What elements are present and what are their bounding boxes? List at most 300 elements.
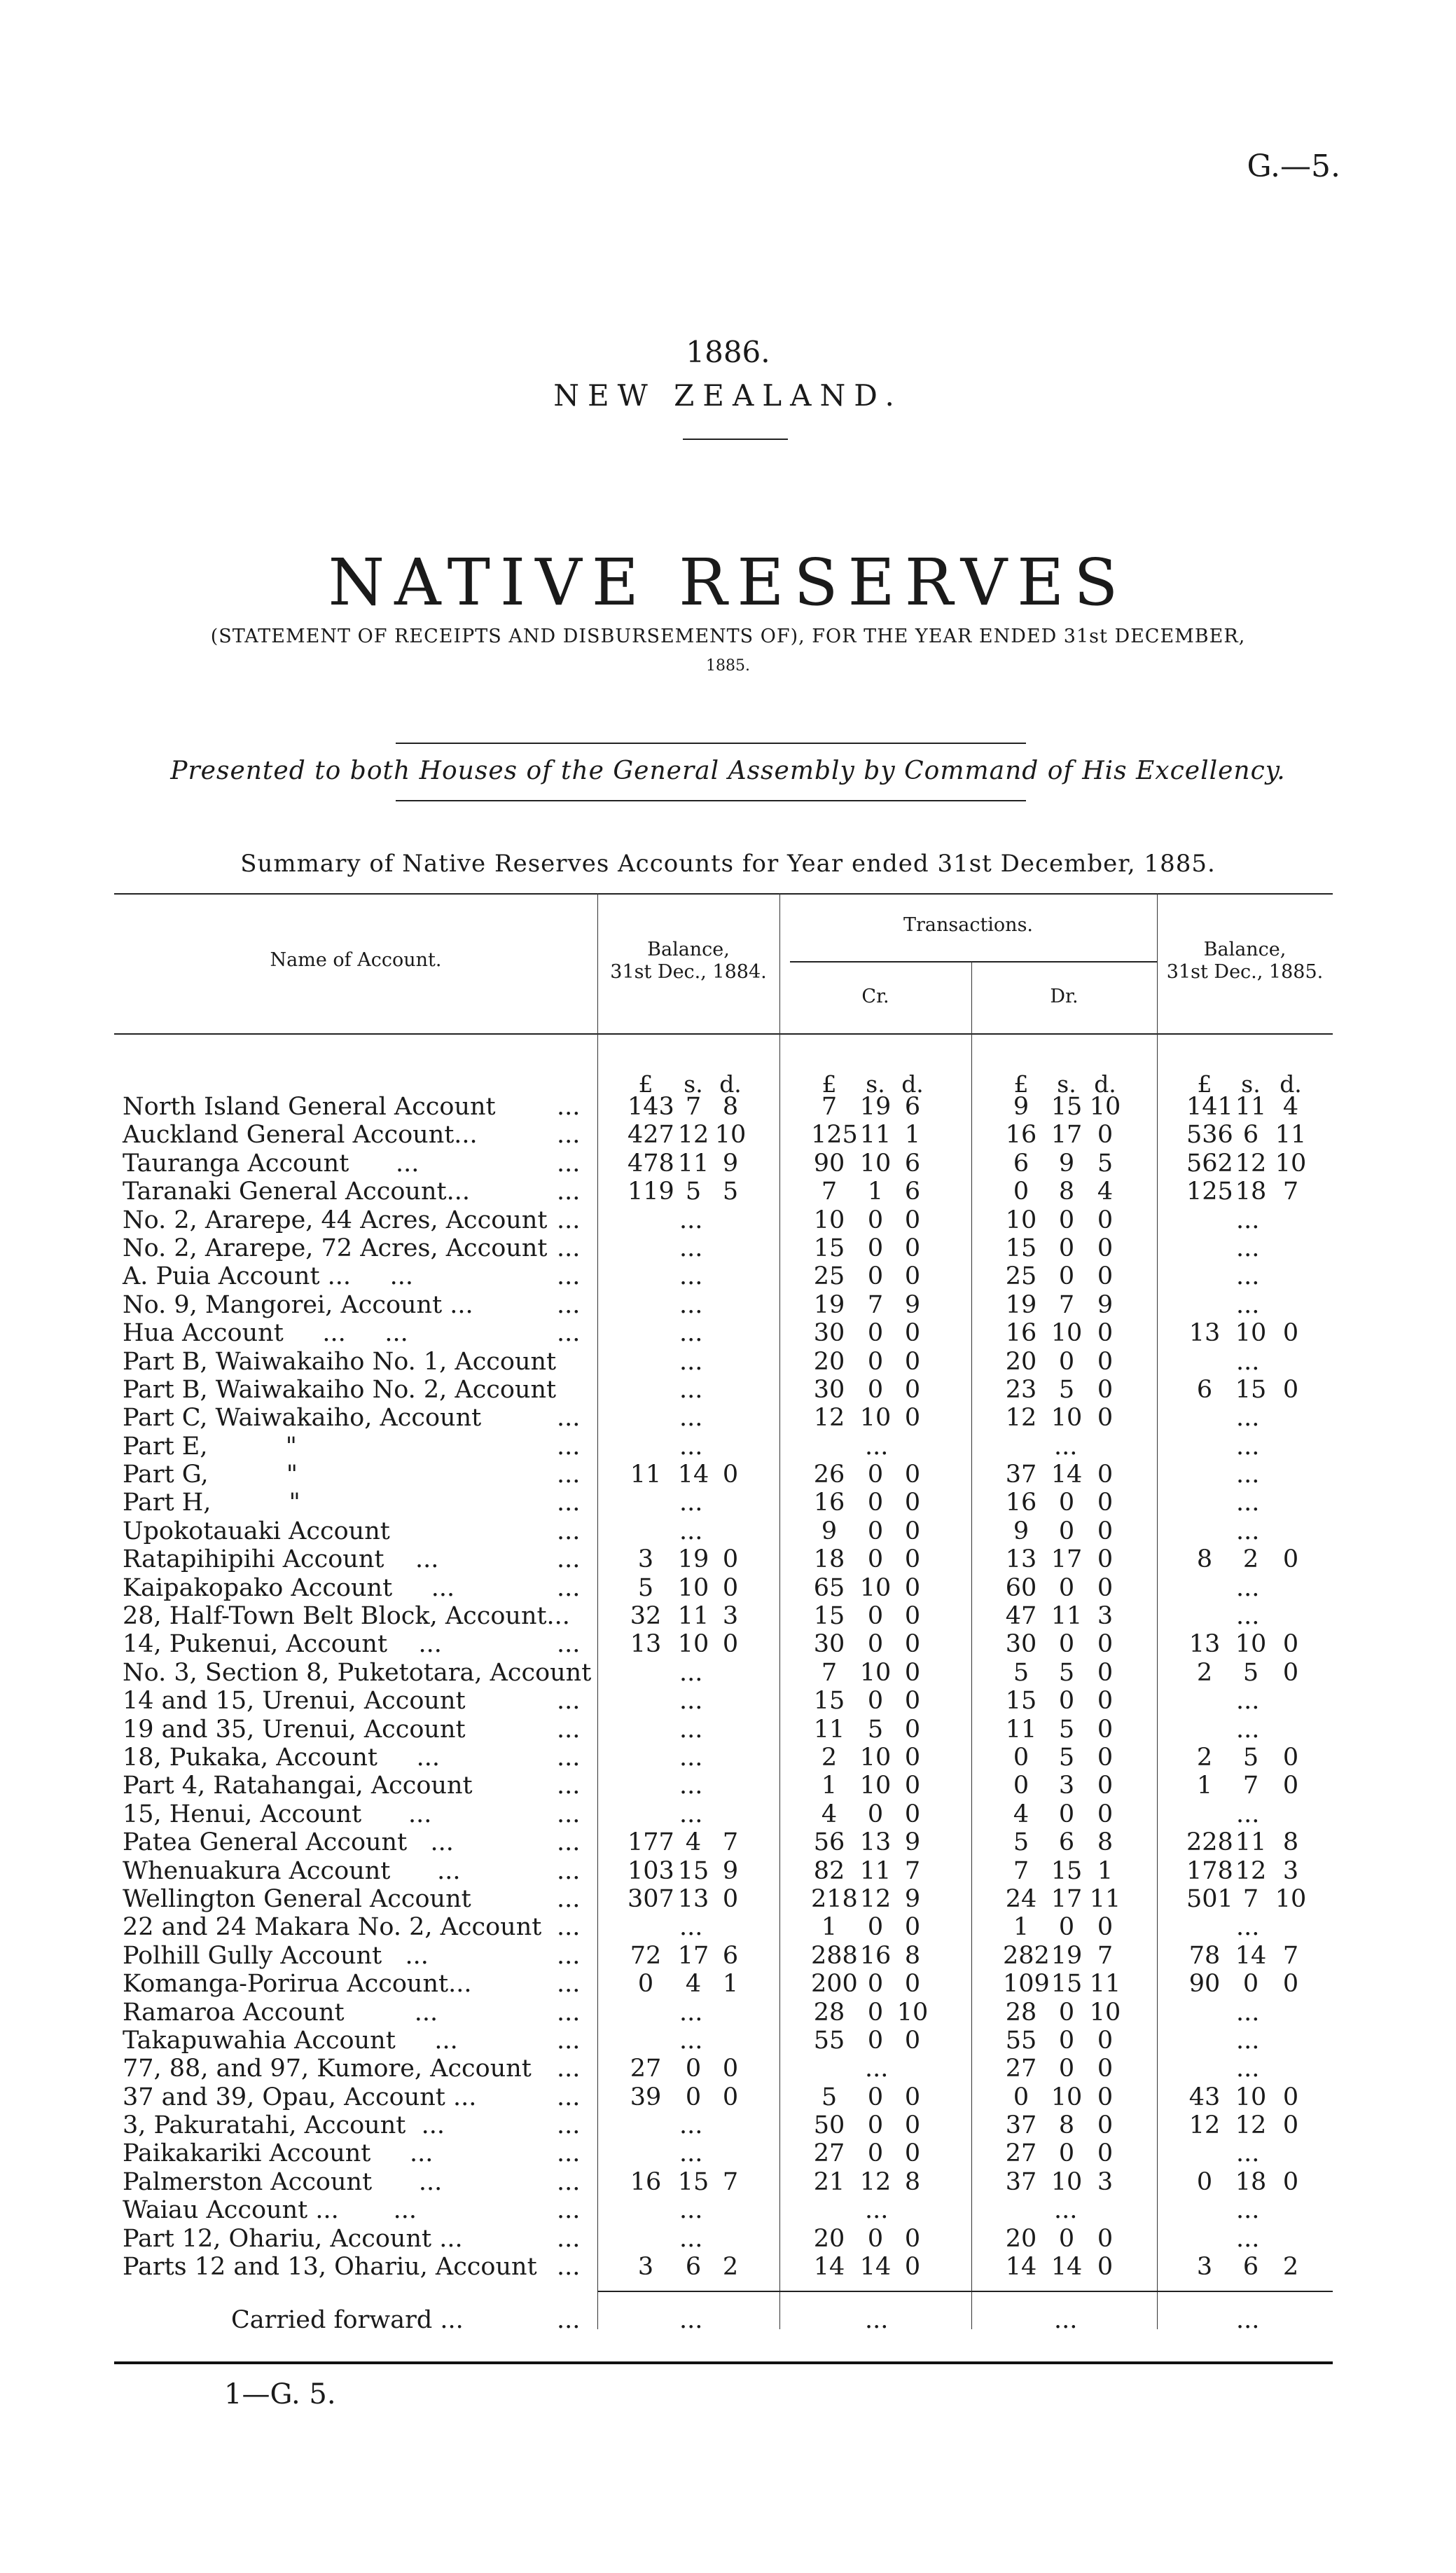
leader-dots: ... — [557, 1262, 581, 1291]
b85-nil: ... — [1236, 1262, 1260, 1291]
table-row — [0, 1687, 1456, 1715]
dr-amount-pounds: 27 — [1005, 2055, 1037, 2083]
dr-amount-pounds: 4 — [1013, 1800, 1029, 1828]
cr-amount-pounds: 7 — [821, 1658, 838, 1687]
b84-amount-shillings: 0 — [685, 2083, 702, 2111]
dr-amount-pounds: 282 — [1003, 1941, 1050, 1970]
divider — [683, 439, 788, 440]
cr-amount-shillings: 0 — [867, 1375, 884, 1404]
dr-amount-pence: 11 — [1089, 1970, 1121, 1999]
account-name: Waiau Account ... ... — [123, 2196, 417, 2225]
dr-amount-pounds: 10 — [1005, 1206, 1037, 1234]
dr-amount-pence: 0 — [1097, 1743, 1114, 1772]
cr-amount-shillings: 14 — [859, 2253, 892, 2282]
dr-amount-pence: 5 — [1097, 1149, 1114, 1178]
dr-amount-pounds: 25 — [1005, 1262, 1037, 1291]
b84-nil: ... — [679, 1290, 703, 1319]
leader-dots: ... — [557, 2055, 581, 2083]
b85-amount-pence: 2 — [1282, 2253, 1299, 2282]
dr-amount-pounds: 37 — [1005, 2167, 1037, 2196]
account-name: Auckland General Account... — [123, 1121, 478, 1150]
transactions-rule — [790, 961, 1157, 963]
b84-amount-shillings: 13 — [677, 1884, 709, 1913]
dr-amount-pounds: 5 — [1013, 1828, 1029, 1857]
cr-amount-pounds: 7 — [821, 1093, 838, 1121]
b85-amount-shillings: 18 — [1235, 2167, 1267, 2196]
b84-nil: ... — [679, 1800, 703, 1828]
cr-amount-pounds: 288 — [811, 1941, 858, 1970]
dr-amount-pence: 0 — [1097, 1517, 1114, 1545]
b85-amount-pence: 0 — [1282, 1658, 1299, 1687]
dr-amount-shillings: 6 — [1058, 1828, 1075, 1857]
carried-forward-dr: ... — [1054, 2306, 1078, 2334]
account-name: No. 3, Section 8, Puketotara, Account — [123, 1658, 592, 1687]
cr-amount-pence: 0 — [904, 1573, 921, 1602]
cr-nil: ... — [865, 2055, 889, 2083]
b85-nil: ... — [1236, 1489, 1260, 1517]
dr-amount-pence: 0 — [1097, 2224, 1114, 2253]
cr-amount-pounds: 56 — [813, 1828, 845, 1857]
table-top-rule — [114, 893, 1333, 895]
b84-amount-pounds: 16 — [630, 2167, 662, 2196]
dr-amount-shillings: 0 — [1058, 2139, 1075, 2168]
table-row — [0, 1545, 1456, 1573]
b85-amount-pounds: 228 — [1186, 1828, 1233, 1857]
cr-amount-pence: 0 — [904, 2139, 921, 2168]
header-cr: Cr. — [861, 986, 889, 1007]
dr-amount-shillings: 7 — [1058, 1290, 1075, 1319]
account-name: Ratapihipihi Account ... — [123, 1545, 439, 1574]
b85-amount-pounds: 2 — [1196, 1743, 1213, 1772]
b85-amount-pence: 0 — [1282, 2111, 1299, 2140]
cr-amount-shillings: 0 — [867, 2224, 884, 2253]
b85-amount-pounds: 1 — [1196, 1772, 1213, 1800]
b84-amount-shillings: 11 — [677, 1149, 709, 1178]
b85-nil: ... — [1236, 1715, 1260, 1744]
cr-amount-shillings: 0 — [867, 2026, 884, 2055]
cr-amount-pence: 7 — [904, 1856, 921, 1885]
cr-amount-pounds: 12 — [813, 1404, 845, 1433]
dr-amount-pounds: 7 — [1013, 1856, 1029, 1885]
b85-amount-pence: 8 — [1282, 1828, 1299, 1857]
cr-amount-pounds: 5 — [821, 2083, 838, 2111]
table-row — [0, 1913, 1456, 1941]
b84-nil: ... — [679, 1998, 703, 2027]
cr-amount-pence: 0 — [904, 1404, 921, 1433]
b84-amount-pounds: 13 — [630, 1630, 662, 1659]
dr-amount-pence: 0 — [1097, 2026, 1114, 2055]
cr-amount-shillings: 11 — [859, 1121, 892, 1150]
dr-nil: ... — [1054, 1432, 1078, 1461]
b84-nil: ... — [679, 1234, 703, 1262]
b84-amount-pounds: 27 — [630, 2055, 662, 2083]
leader-dots: ... — [557, 1772, 581, 1800]
table-row — [0, 1093, 1456, 1121]
b85-amount-shillings: 10 — [1235, 1319, 1267, 1348]
dr-amount-pounds: 27 — [1005, 2139, 1037, 2168]
cr-amount-shillings: 0 — [867, 1970, 884, 1999]
carried-forward-balance-1884: ... — [679, 2306, 703, 2334]
table-row — [0, 1319, 1456, 1347]
dr-amount-pounds: 12 — [1005, 1404, 1037, 1433]
dr-amount-pounds: 13 — [1005, 1545, 1037, 1574]
cr-amount-shillings: 0 — [867, 1998, 884, 2027]
dr-amount-shillings: 0 — [1058, 1347, 1075, 1376]
b85-amount-pounds: 501 — [1186, 1884, 1233, 1913]
dr-amount-pounds: 14 — [1005, 2253, 1037, 2282]
dr-amount-pounds: 1 — [1013, 1913, 1029, 1942]
leader-dots: ... — [557, 2111, 581, 2140]
unit-label-b85: s. — [1241, 1070, 1261, 1098]
dr-amount-shillings: 15 — [1051, 1093, 1083, 1121]
leader-dots: ... — [557, 1941, 581, 1970]
cr-amount-pounds: 28 — [813, 1998, 845, 2027]
table-row — [0, 1744, 1456, 1772]
b84-amount-pence: 7 — [722, 1828, 739, 1857]
b85-amount-pence: 7 — [1282, 1941, 1299, 1970]
dr-amount-pence: 0 — [1097, 1404, 1114, 1433]
table-row — [0, 1489, 1456, 1517]
dr-amount-shillings: 17 — [1051, 1545, 1083, 1574]
cr-amount-shillings: 0 — [867, 2111, 884, 2140]
account-name: Paikakariki Account ... — [123, 2139, 434, 2168]
header-name-of-account: Name of Account. — [270, 949, 442, 971]
cr-amount-pounds: 50 — [813, 2111, 845, 2140]
dr-amount-pence: 0 — [1097, 1800, 1114, 1828]
table-row — [0, 1121, 1456, 1149]
leader-dots: ... — [557, 1404, 581, 1433]
b84-amount-pounds: 3 — [637, 2253, 654, 2282]
cr-amount-pounds: 55 — [813, 2026, 845, 2055]
b85-amount-shillings: 12 — [1235, 1149, 1267, 1178]
table-row — [0, 1150, 1456, 1178]
unit-label-dr: £ — [1013, 1070, 1029, 1098]
b84-amount-pounds: 11 — [630, 1461, 662, 1489]
b85-amount-shillings: 15 — [1235, 1375, 1267, 1404]
b85-amount-pounds: 90 — [1188, 1970, 1221, 1999]
leader-dots: ... — [557, 1970, 581, 1999]
b84-nil: ... — [679, 1772, 703, 1800]
b84-amount-pounds: 143 — [628, 1093, 674, 1121]
cr-amount-shillings: 10 — [859, 1658, 892, 1687]
dr-amount-pounds: 30 — [1005, 1630, 1037, 1659]
account-name: No. 2, Ararepe, 72 Acres, Account — [123, 1234, 548, 1262]
dr-amount-pounds: 0 — [1013, 1743, 1029, 1772]
leader-dots: ... — [557, 1856, 581, 1885]
leader-dots: ... — [557, 2253, 581, 2282]
b84-amount-shillings: 10 — [677, 1573, 709, 1602]
b84-amount-shillings: 17 — [677, 1941, 709, 1970]
b84-amount-pence: 1 — [722, 1970, 739, 1999]
account-name: Upokotauaki Account — [123, 1517, 390, 1545]
carried-forward-balance-1885: ... — [1236, 2306, 1260, 2334]
dr-amount-shillings: 0 — [1058, 2026, 1075, 2055]
b84-amount-pence: 9 — [722, 1856, 739, 1885]
cr-amount-shillings: 0 — [867, 1687, 884, 1716]
b84-nil: ... — [679, 2026, 703, 2055]
cr-amount-pence: 0 — [904, 1461, 921, 1489]
cr-amount-pence: 1 — [904, 1121, 921, 1150]
unit-label-b85: d. — [1280, 1070, 1302, 1098]
b85-amount-pounds: 13 — [1188, 1319, 1221, 1348]
b85-amount-shillings: 7 — [1242, 1772, 1259, 1800]
cr-amount-pence: 9 — [904, 1290, 921, 1319]
b85-amount-pounds: 8 — [1196, 1545, 1213, 1574]
b85-amount-shillings: 12 — [1235, 1856, 1267, 1885]
b85-amount-pence: 0 — [1282, 1743, 1299, 1772]
document-year: 1886. — [686, 335, 770, 369]
table-row — [0, 1800, 1456, 1828]
dr-amount-shillings: 3 — [1058, 1772, 1075, 1800]
b85-amount-shillings: 10 — [1235, 2083, 1267, 2111]
b84-amount-shillings: 4 — [685, 1970, 702, 1999]
cr-amount-pence: 0 — [904, 1206, 921, 1234]
b85-amount-pence: 0 — [1282, 2083, 1299, 2111]
cr-amount-shillings: 12 — [859, 2167, 892, 2196]
b85-amount-pounds: 3 — [1196, 2253, 1213, 2282]
account-name: Part 12, Ohariu, Account ... — [123, 2224, 463, 2253]
b84-amount-pence: 3 — [722, 1602, 739, 1631]
b84-amount-pounds: 3 — [637, 1545, 654, 1574]
account-name: Polhill Gully Account ... — [123, 1941, 429, 1970]
account-name: Komanga-Porirua Account... — [123, 1970, 472, 1999]
b84-amount-shillings: 19 — [677, 1545, 709, 1574]
account-name: Wellington General Account — [123, 1884, 471, 1913]
b85-amount-pence: 0 — [1282, 1545, 1299, 1574]
account-name: Part 4, Ratahangai, Account — [123, 1772, 473, 1800]
cr-amount-pence: 8 — [904, 2167, 921, 2196]
cr-amount-pence: 0 — [904, 1913, 921, 1942]
cr-amount-shillings: 0 — [867, 1347, 884, 1376]
dr-amount-pence: 0 — [1097, 1347, 1114, 1376]
cr-amount-shillings: 0 — [867, 1913, 884, 1942]
dr-amount-shillings: 5 — [1058, 1743, 1075, 1772]
table-row — [0, 1291, 1456, 1319]
leader-dots: ... — [557, 1517, 581, 1545]
table-row — [0, 1885, 1456, 1913]
b84-nil: ... — [679, 1404, 703, 1433]
account-name: Part E, " — [123, 1432, 297, 1461]
leader-dots: ... — [557, 1800, 581, 1828]
cr-amount-pence: 0 — [904, 1319, 921, 1348]
dr-amount-shillings: 10 — [1051, 2083, 1083, 2111]
dr-amount-pence: 9 — [1097, 1290, 1114, 1319]
b84-amount-pence: 6 — [722, 1941, 739, 1970]
account-name: 77, 88, and 97, Kumore, Account — [123, 2055, 532, 2083]
leader-dots: ... — [557, 1093, 581, 1121]
b85-nil: ... — [1236, 1432, 1260, 1461]
b85-amount-shillings: 2 — [1242, 1545, 1259, 1574]
table-row — [0, 1999, 1456, 2027]
cr-amount-pence: 6 — [904, 1093, 921, 1121]
b84-amount-pence: 2 — [722, 2253, 739, 2282]
dr-amount-pence: 0 — [1097, 1375, 1114, 1404]
b85-amount-shillings: 12 — [1235, 2111, 1267, 2140]
b84-amount-shillings: 7 — [685, 1093, 702, 1121]
dr-amount-shillings: 0 — [1058, 1262, 1075, 1291]
dr-amount-pence: 0 — [1097, 1715, 1114, 1744]
b85-amount-pence: 11 — [1275, 1121, 1307, 1150]
cr-amount-pounds: 27 — [813, 2139, 845, 2168]
account-name: 14 and 15, Urenui, Account — [123, 1687, 466, 1716]
cr-amount-pence: 0 — [904, 1517, 921, 1545]
cr-amount-pounds: 4 — [821, 1800, 838, 1828]
b85-nil: ... — [1236, 1461, 1260, 1489]
b85-amount-pence: 0 — [1282, 1375, 1299, 1404]
b85-nil: ... — [1236, 1290, 1260, 1319]
cr-amount-pence: 0 — [904, 1262, 921, 1291]
dr-amount-shillings: 17 — [1051, 1121, 1083, 1150]
account-name: 19 and 35, Urenui, Account — [123, 1715, 466, 1744]
dr-amount-pounds: 6 — [1013, 1149, 1029, 1178]
cr-amount-pounds: 30 — [813, 1630, 845, 1659]
account-name: Tauranga Account ... — [123, 1149, 420, 1178]
b85-nil: ... — [1236, 1517, 1260, 1545]
b84-nil: ... — [679, 2139, 703, 2168]
dr-amount-pounds: 47 — [1005, 1602, 1037, 1631]
leader-dots: ... — [557, 1828, 581, 1857]
account-name: Part B, Waiwakaiho No. 1, Account — [123, 1347, 557, 1376]
b85-nil: ... — [1236, 2026, 1260, 2055]
b85-amount-shillings: 5 — [1242, 1658, 1259, 1687]
cr-amount-pounds: 82 — [813, 1856, 845, 1885]
footer-page-reference: 1—G. 5. — [224, 2378, 336, 2410]
table-row — [0, 1828, 1456, 1856]
dr-amount-pence: 0 — [1097, 2055, 1114, 2083]
table-row — [0, 1433, 1456, 1461]
b84-nil: ... — [679, 1489, 703, 1517]
cr-amount-pence: 0 — [904, 1970, 921, 1999]
b84-nil: ... — [679, 2196, 703, 2225]
b85-amount-pounds: 13 — [1188, 1630, 1221, 1659]
account-name: Takapuwahia Account ... — [123, 2026, 458, 2055]
dr-amount-pence: 1 — [1097, 1856, 1114, 1885]
dr-amount-pence: 0 — [1097, 2253, 1114, 2282]
cr-amount-pence: 0 — [904, 1743, 921, 1772]
b84-amount-pence: 10 — [714, 1121, 747, 1150]
account-name: Parts 12 and 13, Ohariu, Account — [123, 2253, 537, 2282]
unit-label-dr: s. — [1057, 1070, 1076, 1098]
cr-amount-pounds: 18 — [813, 1545, 845, 1574]
cr-amount-shillings: 0 — [867, 1545, 884, 1574]
cr-amount-pounds: 1 — [821, 1772, 838, 1800]
cr-amount-shillings: 12 — [859, 1884, 892, 1913]
cr-amount-pence: 10 — [896, 1998, 929, 2027]
b84-nil: ... — [679, 2111, 703, 2140]
b85-nil: ... — [1236, 1573, 1260, 1602]
account-name: No. 9, Mangorei, Account ... — [123, 1290, 473, 1319]
table-row — [0, 1630, 1456, 1658]
b85-amount-pounds: 141 — [1186, 1093, 1233, 1121]
dr-amount-shillings: 11 — [1051, 1602, 1083, 1631]
table-row — [0, 2083, 1456, 2111]
b85-amount-pounds: 536 — [1186, 1121, 1233, 1150]
leader-dots: ... — [557, 2167, 581, 2196]
b85-nil: ... — [1236, 2139, 1260, 2168]
b85-amount-shillings: 0 — [1242, 1970, 1259, 1999]
table-row — [0, 2196, 1456, 2224]
dr-amount-pence: 0 — [1097, 1658, 1114, 1687]
account-name: No. 2, Ararepe, 44 Acres, Account — [123, 1206, 548, 1234]
divider — [396, 743, 1026, 744]
leader-dots: ... — [557, 1121, 581, 1150]
dr-amount-shillings: 8 — [1058, 2111, 1075, 2140]
header-balance-1884: Balance, 31st Dec., 1884. — [610, 939, 767, 983]
b84-amount-pence: 0 — [722, 2055, 739, 2083]
dr-amount-shillings: 8 — [1058, 1178, 1075, 1206]
account-name: Taranaki General Account... — [123, 1178, 470, 1206]
cr-amount-shillings: 10 — [859, 1573, 892, 1602]
account-name: Part C, Waiwakaiho, Account — [123, 1404, 482, 1433]
divider — [396, 800, 1026, 801]
leader-dots: ... — [557, 1687, 581, 1716]
carried-forward-dots: ... — [557, 2306, 581, 2334]
dr-amount-pence: 10 — [1089, 1998, 1121, 2027]
cr-amount-pounds: 7 — [821, 1178, 838, 1206]
cr-amount-shillings: 0 — [867, 1800, 884, 1828]
b84-amount-pence: 0 — [722, 1545, 739, 1574]
b84-amount-pounds: 307 — [628, 1884, 674, 1913]
dr-amount-shillings: 0 — [1058, 1517, 1075, 1545]
cr-amount-shillings: 0 — [867, 1630, 884, 1659]
leader-dots: ... — [557, 1998, 581, 2027]
dr-amount-pounds: 15 — [1005, 1234, 1037, 1262]
dr-amount-pence: 0 — [1097, 1234, 1114, 1262]
cr-amount-pence: 0 — [904, 1687, 921, 1716]
dr-amount-pounds: 20 — [1005, 1347, 1037, 1376]
dr-amount-pounds: 16 — [1005, 1319, 1037, 1348]
cr-amount-pence: 0 — [904, 1630, 921, 1659]
cr-amount-shillings: 0 — [867, 1234, 884, 1262]
table-row — [0, 1942, 1456, 1970]
b84-amount-pounds: 103 — [628, 1856, 674, 1885]
dr-amount-pounds: 28 — [1005, 1998, 1037, 2027]
account-name: 14, Pukenui, Account ... — [123, 1630, 442, 1659]
dr-amount-pounds: 109 — [1003, 1970, 1050, 1999]
dr-amount-pence: 0 — [1097, 2083, 1114, 2111]
b84-amount-pounds: 39 — [630, 2083, 662, 2111]
dr-amount-pence: 0 — [1097, 2139, 1114, 2168]
b85-amount-pence: 10 — [1275, 1149, 1307, 1178]
b85-nil: ... — [1236, 2224, 1260, 2253]
leader-dots: ... — [557, 1913, 581, 1942]
cr-amount-pounds: 26 — [813, 1461, 845, 1489]
dr-amount-shillings: 14 — [1051, 2253, 1083, 2282]
cr-amount-pence: 9 — [904, 1884, 921, 1913]
cr-amount-pounds: 21 — [813, 2167, 845, 2196]
account-name: A. Puia Account ... ... — [123, 1262, 414, 1291]
b85-amount-shillings: 11 — [1235, 1093, 1267, 1121]
dr-amount-pounds: 9 — [1013, 1093, 1029, 1121]
cr-amount-pence: 6 — [904, 1178, 921, 1206]
b84-amount-pounds: 5 — [637, 1573, 654, 1602]
b85-amount-pounds: 125 — [1186, 1178, 1233, 1206]
cr-amount-pence: 0 — [904, 2224, 921, 2253]
b85-amount-shillings: 7 — [1242, 1884, 1259, 1913]
b85-amount-shillings: 6 — [1242, 2253, 1259, 2282]
b85-nil: ... — [1236, 1234, 1260, 1262]
cr-amount-pounds: 15 — [813, 1234, 845, 1262]
dr-amount-shillings: 14 — [1051, 1461, 1083, 1489]
table-row — [0, 2253, 1456, 2281]
table-row — [0, 1234, 1456, 1262]
b84-nil: ... — [679, 1347, 703, 1376]
b84-amount-pence: 7 — [722, 2167, 739, 2196]
cr-amount-pounds: 2 — [821, 1743, 838, 1772]
leader-dots: ... — [557, 1743, 581, 1772]
cr-amount-shillings: 0 — [867, 1319, 884, 1348]
table-row — [0, 1857, 1456, 1885]
